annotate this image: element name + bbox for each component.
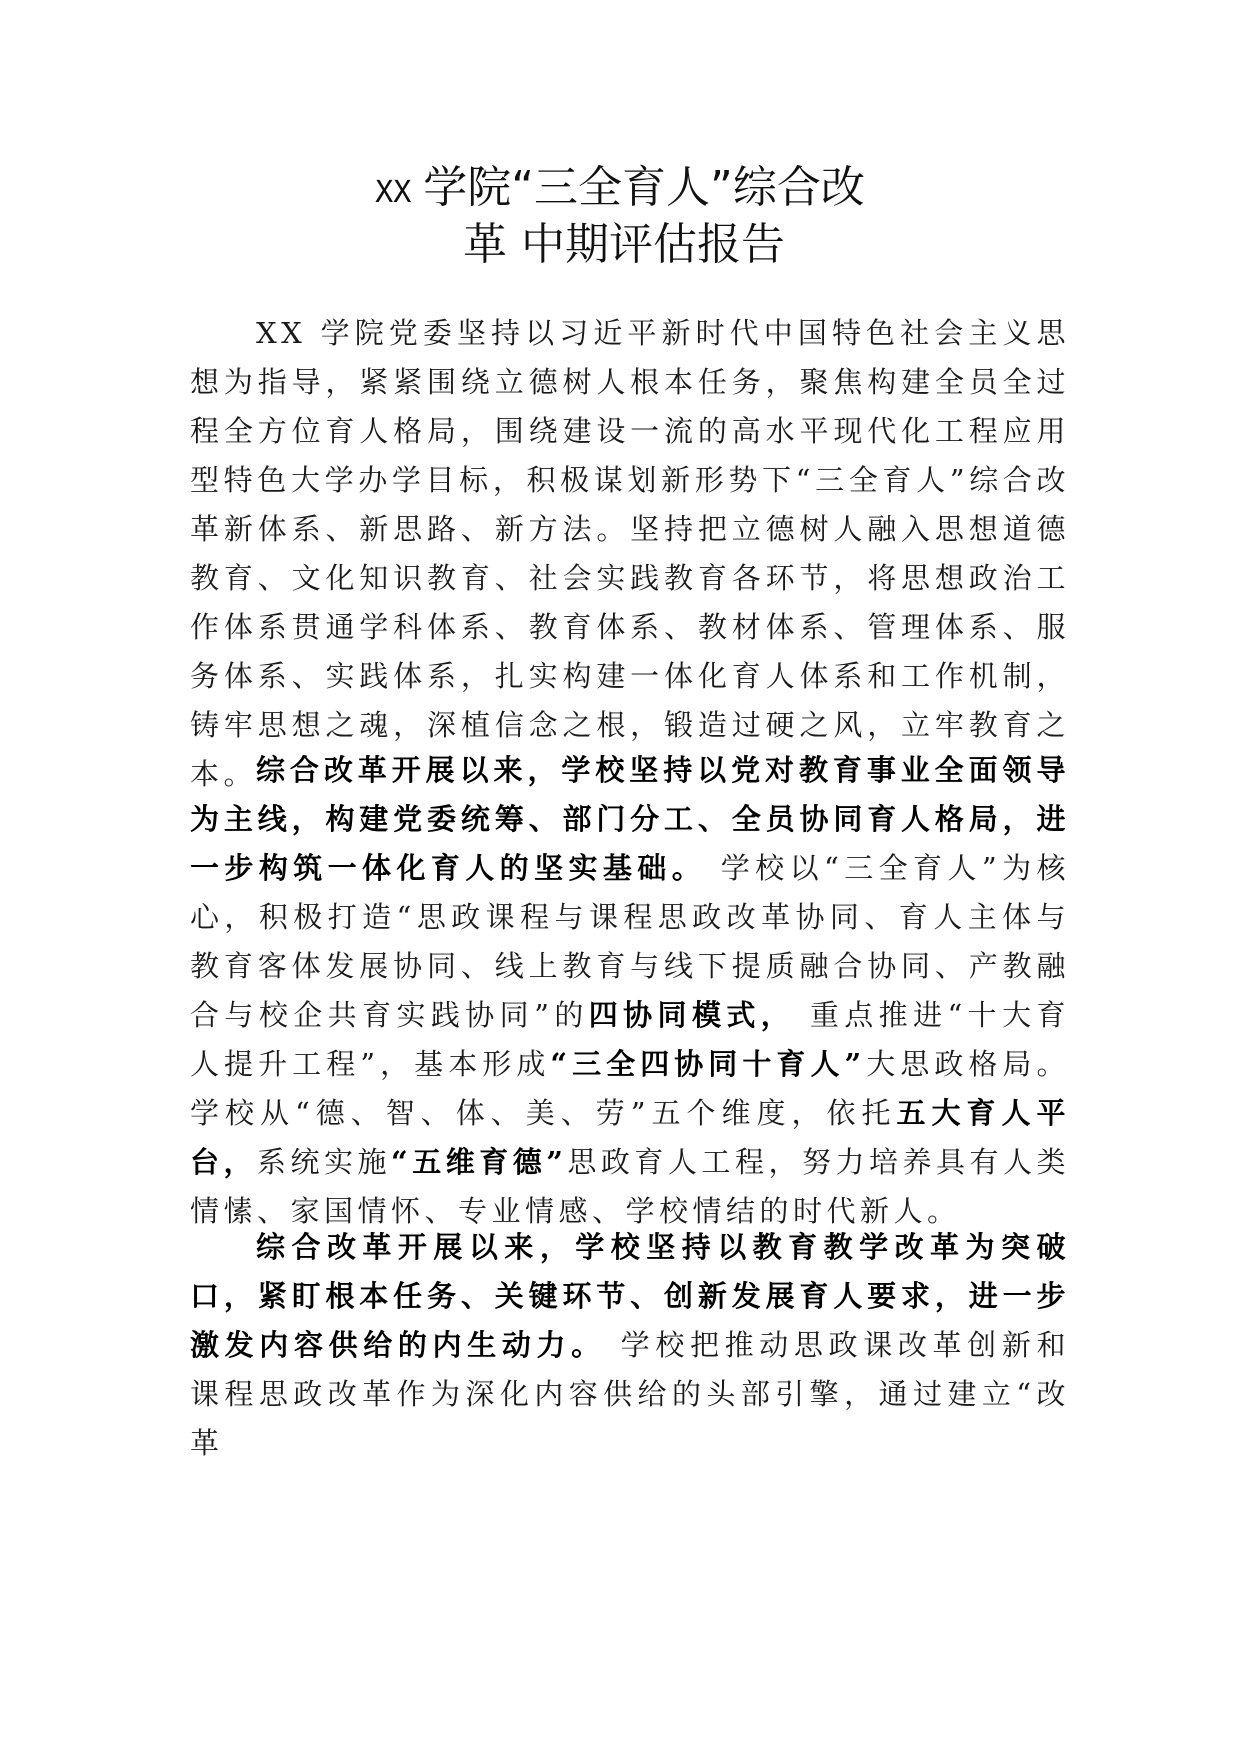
paragraph-2 xyxy=(190,746,1070,1236)
paragraph-2-text-b: 重点推进“十大育人提升工程”，基本形成 xyxy=(190,998,1070,1081)
paragraph-1-text: XX 学院党委坚持以习近平新时代中国特色社会主义思想为指导，紧紧围绕立德树人根本任务，聚焦构建全员全过程全方位育人格局，围绕建设一流的高水平现代化工程应用型特色大学办学目标，积极谋划新形势下“三全育人”综合改革新体系、新思路、新方法。坚持把立德树人融入思想道德教育、文化知识教育、社会实践教育各环节，将思想政治工作体系贯通学科体系、教育体系、教材体系、管理体系、服务体系、实践体系，扎实构建一体化育人体系和工作机制，铸牢思想之魂，深植信念之根，锻造过硬之风，立牢教育之本。 xyxy=(190,316,1070,791)
paragraph-2-emphasis-pattern: “三全四协同十育人” xyxy=(550,1047,866,1081)
paragraph-3-text: 学校把推动思政课改革创新和课程思政改革作为深化内容供给的头部引擎，通过建立“改革 xyxy=(190,1328,1070,1460)
paragraph-2-emphasis-platform: 五大育人平台， xyxy=(190,1096,1070,1179)
title-prefix: XX xyxy=(375,175,412,210)
paragraph-3-lead: 综合改革开展以来，学校坚持以教育教学改革为突破口，紧盯根本任务、关键环节、创新发展育人要求，进一步激发内容供给的内生动力。 xyxy=(190,1230,1070,1362)
paragraph-2-text-a: 学校以“三全育人”为核心，积极打造“思政课程与课程思政改革协同、育人主体与教育客体发展协同、线上教育与线下提质融合协同、产教融合与校企共育实践协同”的 xyxy=(190,851,1070,1032)
document-title-line-1 xyxy=(160,160,1080,221)
paragraph-1 xyxy=(190,309,1070,799)
paragraph-2-text-e: 思政育人工程，努力培养具有人类情愫、家国情怀、专业情感、学校情结的时代新人。 xyxy=(190,1145,1070,1228)
title-line-1-text: 学院“三全育人”综合改 xyxy=(423,162,865,213)
paragraph-2-emphasis-project: “五维育德” xyxy=(391,1145,568,1179)
document-title-line-2: 革 中期评估报告 xyxy=(463,219,785,270)
paragraph-2-lead: 综合改革开展以来，学校坚持以党对教育事业全面领导为主线，构建党委统筹、部门分工、全员协同育人格局，进一步构筑一体化育人的坚实基础。 xyxy=(190,753,1070,885)
paragraph-2-emphasis-model: 四协同模式， xyxy=(588,998,796,1032)
paragraph-2-text-d: 系统实施 xyxy=(257,1145,392,1179)
paragraph-3 xyxy=(190,1223,1070,1468)
paragraph-2-text-c: 大思政格局。学校从“德、智、体、美、劳”五个维度，依托 xyxy=(190,1047,1070,1130)
